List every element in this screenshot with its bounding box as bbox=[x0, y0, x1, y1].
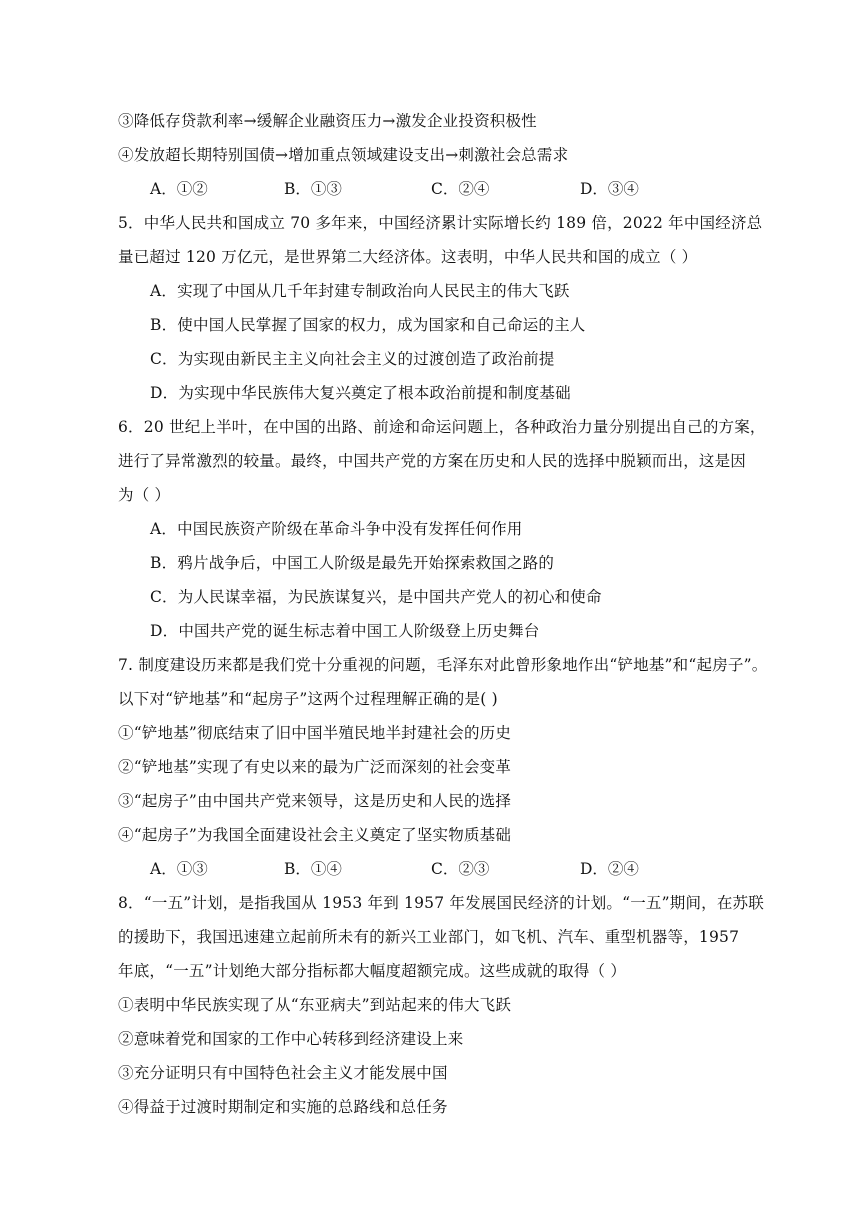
q4-item-4: ④发放超长期特别国债→增加重点领域建设支出→刺激社会总需求 bbox=[118, 146, 569, 164]
q6-stem-line-3: 为（ ） bbox=[118, 486, 171, 504]
q4-item-3: ③降低存贷款利率→缓解企业融资压力→激发企业投资积极性 bbox=[118, 112, 537, 130]
q5-option-b: B．使中国人民掌握了国家的权力，成为国家和自己命运的主人 bbox=[150, 316, 586, 334]
q5-stem-line-2: 量已超过 120 万亿元，是世界第二大经济体。这表明，中华人民共和国的成立（ ） bbox=[118, 248, 698, 266]
q8-stem-line-1: 8．“一五”计划，是指我国从 1953 年到 1957 年发展国民经济的计划。“一五”期间，在苏联 bbox=[118, 894, 764, 912]
q5-option-a: A．实现了中国从几千年封建专制政治向人民民主的伟大飞跃 bbox=[150, 282, 570, 300]
q4-choice-b: B．①③ bbox=[284, 180, 342, 198]
q7-choice-d: D．②④ bbox=[580, 860, 639, 878]
q6-option-a: A．中国民族资产阶级在革命斗争中没有发挥任何作用 bbox=[150, 520, 523, 538]
q4-choice-c: C．②④ bbox=[431, 180, 490, 198]
q6-option-d: D．中国共产党的诞生标志着中国工人阶级登上历史舞台 bbox=[150, 622, 540, 640]
q6-option-c: C．为人民谋幸福，为民族谋复兴，是中国共产党人的初心和使命 bbox=[150, 588, 602, 606]
q8-item-4: ④得益于过渡时期制定和实施的总路线和总任务 bbox=[118, 1098, 448, 1116]
q5-option-d: D．为实现中华民族伟大复兴奠定了根本政治前提和制度基础 bbox=[150, 384, 571, 402]
q5-stem-line-1: 5．中华人民共和国成立 70 多年来，中国经济累计实际增长约 189 倍，2022 年中国经济总 bbox=[118, 214, 763, 232]
q6-stem-line-1: 6．20 世纪上半叶，在中国的出路、前途和命运问题上，各种政治力量分别提出自己的方案， bbox=[118, 418, 766, 436]
q7-stem-line-1: 7. 制度建设历来都是我们党十分重视的问题，毛泽东对此曾形象地作出“铲地基”和“起房子”。 bbox=[118, 656, 768, 674]
q7-item-1: ①“铲地基”彻底结束了旧中国半殖民地半封建社会的历史 bbox=[118, 724, 512, 742]
q7-choice-b: B．①④ bbox=[284, 860, 342, 878]
q7-choice-a: A．①③ bbox=[150, 860, 208, 878]
q4-choice-d: D．③④ bbox=[580, 180, 639, 198]
q6-stem-line-2: 进行了异常激烈的较量。最终，中国共产党的方案在历史和人民的选择中脱颖而出，这是因 bbox=[118, 452, 747, 470]
q7-choice-c: C．②③ bbox=[431, 860, 490, 878]
q8-item-2: ②意味着党和国家的工作中心转移到经济建设上来 bbox=[118, 1030, 464, 1048]
q7-stem-line-2: 以下对“铲地基”和“起房子”这两个过程理解正确的是( ) bbox=[118, 690, 498, 708]
q6-option-b: B．鸦片战争后，中国工人阶级是最先开始探索救国之路的 bbox=[150, 554, 555, 572]
q7-item-3: ③“起房子”由中国共产党来领导，这是历史和人民的选择 bbox=[118, 792, 512, 810]
q7-item-4: ④“起房子”为我国全面建设社会主义奠定了坚实物质基础 bbox=[118, 826, 512, 844]
q4-choices bbox=[150, 179, 710, 199]
q7-choices bbox=[150, 859, 710, 879]
q8-stem-line-3: 年底，“一五”计划绝大部分指标都大幅度超额完成。这些成就的取得（ ） bbox=[118, 962, 627, 980]
q8-item-1: ①表明中华民族实现了从“东亚病夫”到站起来的伟大飞跃 bbox=[118, 996, 512, 1014]
q8-stem-line-2: 的援助下，我国迅速建立起前所未有的新兴工业部门，如飞机、汽车、重型机器等，1957 bbox=[118, 928, 740, 946]
q4-choice-a: A．①② bbox=[150, 180, 208, 198]
q7-item-2: ②“铲地基”实现了有史以来的最为广泛而深刻的社会变革 bbox=[118, 758, 512, 776]
q8-item-3: ③充分证明只有中国特色社会主义才能发展中国 bbox=[118, 1064, 448, 1082]
q5-option-c: C．为实现由新民主主义向社会主义的过渡创造了政治前提 bbox=[150, 350, 555, 368]
